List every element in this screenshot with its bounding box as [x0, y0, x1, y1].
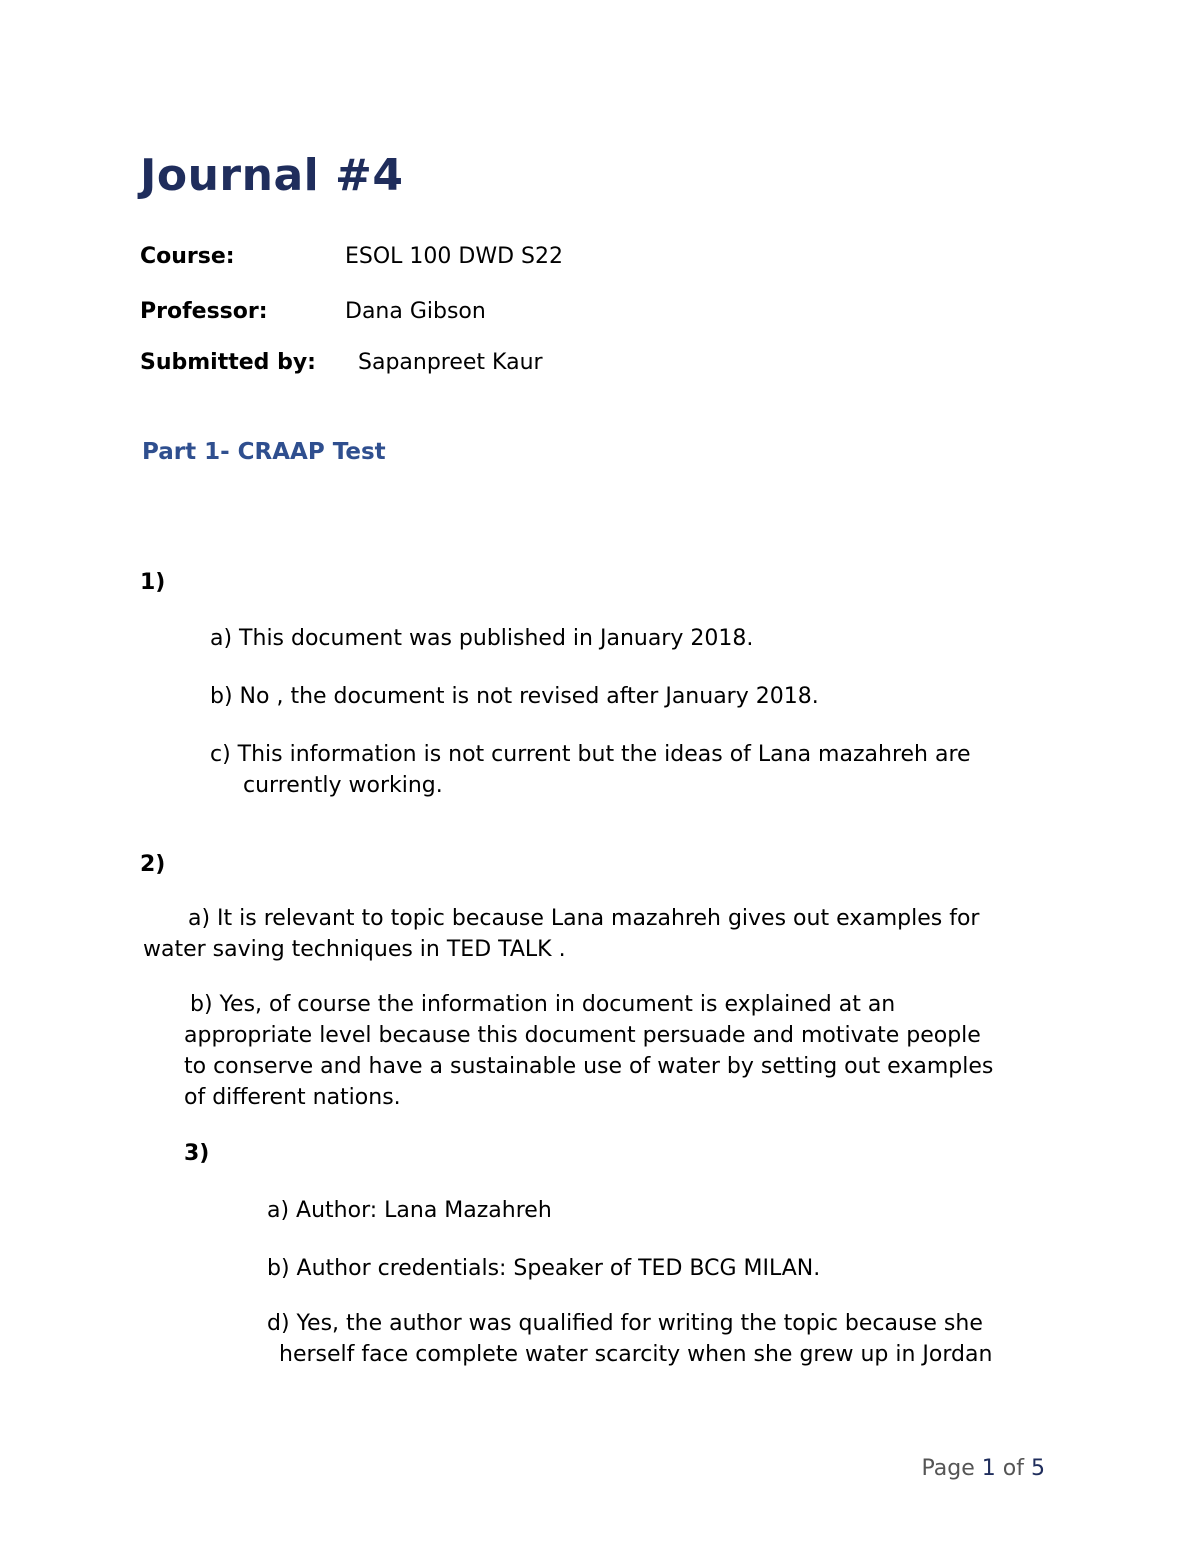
question-1-number: 1) — [140, 570, 166, 595]
submitted-by-value: Sapanpreet Kaur — [358, 350, 543, 375]
question-1-answer-c-line2: currently working. — [243, 773, 443, 798]
question-1-answer-b: b) No , the document is not revised after January 2018. — [210, 684, 819, 709]
question-2-answer-a-line2: water saving techniques in TED TALK . — [143, 937, 566, 962]
professor-value: Dana Gibson — [345, 299, 486, 324]
of-word: of — [1002, 1456, 1024, 1481]
question-3-answer-d-line2: herself face complete water scarcity when she grew up in Jordan — [279, 1342, 993, 1367]
question-2-number: 2) — [140, 852, 166, 877]
question-1-answer-a: a) This document was published in January 2018. — [210, 626, 754, 651]
question-2-answer-b-line3: to conserve and have a sustainable use of water by setting out examples — [184, 1054, 994, 1079]
submitted-by-label: Submitted by: — [140, 350, 316, 375]
course-value: ESOL 100 DWD S22 — [345, 244, 564, 269]
question-2-answer-a-line1: a) It is relevant to topic because Lana mazahreh gives out examples for — [188, 906, 980, 931]
question-3-number: 3) — [184, 1141, 210, 1166]
total-pages-number: 5 — [1031, 1456, 1045, 1481]
question-3-answer-a: a) Author: Lana Mazahreh — [267, 1198, 552, 1223]
question-2-answer-b-line1: b) Yes, of course the information in document is explained at an — [190, 992, 896, 1017]
question-3-answer-b: b) Author credentials: Speaker of TED BCG MILAN. — [267, 1256, 821, 1281]
question-2-answer-b-line4: of different nations. — [184, 1085, 401, 1110]
current-page-number: 1 — [981, 1456, 996, 1481]
question-3-answer-d-line1: d) Yes, the author was qualified for writing the topic because she — [267, 1311, 983, 1336]
section-heading: Part 1- CRAAP Test — [142, 439, 386, 465]
page-number-footer — [922, 1456, 1045, 1481]
course-label: Course: — [140, 244, 235, 269]
professor-label: Professor: — [140, 299, 268, 324]
question-2-answer-b-line2: appropriate level because this document persuade and motivate people — [184, 1023, 981, 1048]
document-title: Journal #4 — [140, 150, 404, 201]
question-1-answer-c-line1: c) This information is not current but the ideas of Lana mazahreh are — [210, 742, 971, 767]
page-word: Page — [921, 1456, 975, 1481]
